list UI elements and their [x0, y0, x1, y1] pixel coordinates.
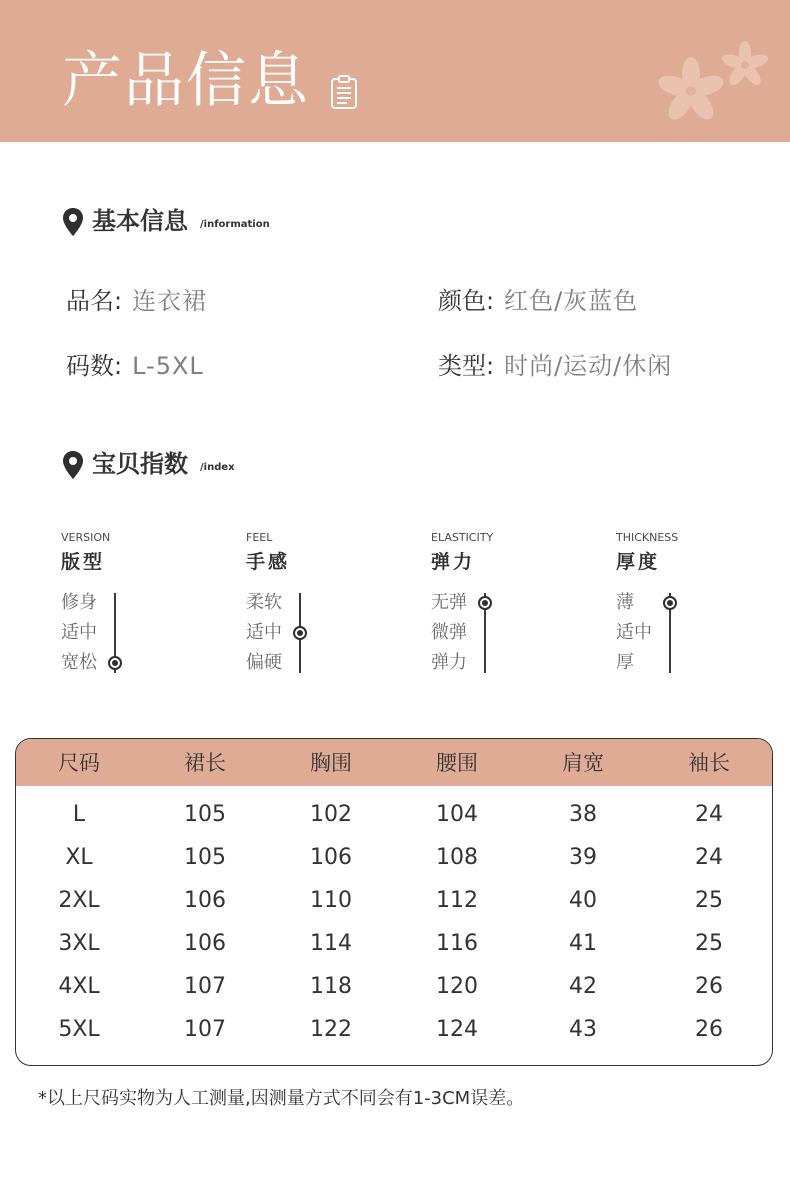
column-header-length: 裙长	[184, 751, 226, 775]
column-header-waist: 腰围	[436, 751, 478, 775]
index-indicator-dot	[108, 656, 122, 670]
table-cell: 24	[695, 802, 723, 827]
column-header-shoulder: 肩宽	[562, 751, 604, 775]
index-option: 厚	[616, 652, 634, 673]
index-label-cn: 手感	[246, 551, 291, 573]
table-cell: 102	[310, 802, 352, 827]
index-option: 无弹	[431, 592, 467, 613]
table-cell: 106	[310, 845, 352, 870]
table-cell: 25	[695, 931, 723, 956]
info-label: 颜色:	[438, 287, 495, 315]
info-label: 品名:	[66, 287, 123, 315]
index-option: 宽松	[61, 652, 97, 673]
table-cell: 105	[184, 845, 226, 870]
header-banner	[0, 0, 790, 142]
table-cell: L	[72, 802, 86, 827]
index-option: 弹力	[431, 652, 467, 673]
table-cell: 105	[184, 802, 226, 827]
index-option: 适中	[246, 622, 282, 643]
index-label-cn: 版型	[61, 551, 106, 573]
location-pin-icon	[62, 207, 84, 237]
page-title: 产品信息	[62, 46, 310, 116]
index-option: 适中	[61, 622, 97, 643]
info-value: 时尚/运动/休闲	[504, 352, 673, 380]
section-title: 宝贝指数	[92, 450, 188, 478]
info-value: 红色/灰蓝色	[504, 287, 639, 315]
table-cell: 41	[569, 931, 597, 956]
section-subtitle: /information	[200, 219, 270, 230]
info-item-color	[438, 285, 638, 317]
index-option: 微弹	[431, 622, 467, 643]
table-cell: XL	[65, 845, 93, 870]
table-cell: 40	[569, 888, 597, 913]
column-header-bust: 胸围	[310, 751, 352, 775]
index-label-en: THICKNESS	[616, 531, 679, 544]
table-cell: 116	[436, 931, 478, 956]
info-label: 码数:	[66, 352, 123, 380]
table-cell: 124	[436, 1017, 478, 1042]
table-header	[16, 739, 772, 786]
table-cell: 4XL	[58, 974, 100, 999]
table-cell: 118	[310, 974, 352, 999]
index-indicator-dot	[478, 596, 492, 610]
table-cell: 106	[184, 931, 226, 956]
column-header-size: 尺码	[58, 751, 100, 775]
section-subtitle: /index	[200, 462, 235, 473]
index-column-thickness	[616, 530, 776, 680]
table-cell: 120	[436, 974, 478, 999]
index-label-en: ELASTICITY	[431, 531, 494, 544]
info-label: 类型:	[438, 352, 495, 380]
info-item-name	[66, 285, 207, 317]
index-indicator-dot	[663, 596, 677, 610]
table-cell: 108	[436, 845, 478, 870]
column-header-sleeve: 袖长	[688, 751, 730, 775]
table-cell: 2XL	[58, 888, 100, 913]
table-cell: 122	[310, 1017, 352, 1042]
section-index	[62, 448, 322, 484]
table-cell: 26	[695, 1017, 723, 1042]
table-cell: 42	[569, 974, 597, 999]
table-cell: 38	[569, 802, 597, 827]
index-column-feel	[246, 530, 406, 680]
table-cell: 5XL	[58, 1017, 100, 1042]
table-cell: 43	[569, 1017, 597, 1042]
section-title: 基本信息	[92, 207, 188, 235]
table-cell: 107	[184, 974, 226, 999]
info-item-type	[438, 350, 672, 382]
index-option: 适中	[616, 622, 652, 643]
table-cell: 39	[569, 845, 597, 870]
table-cell: 24	[695, 845, 723, 870]
measurement-note: *以上尺码实物为人工测量,因测量方式不同会有1-3CM误差。	[38, 1088, 525, 1109]
table-cell: 110	[310, 888, 352, 913]
table-cell: 106	[184, 888, 226, 913]
index-option: 柔软	[246, 592, 282, 613]
clipboard-icon	[330, 74, 358, 110]
size-table	[15, 738, 773, 1066]
section-basic-info	[62, 205, 322, 241]
info-value: 连衣裙	[132, 287, 208, 315]
table-cell: 114	[310, 931, 352, 956]
index-option: 薄	[616, 592, 634, 613]
index-label-cn: 厚度	[616, 551, 661, 573]
index-column-version	[61, 530, 221, 680]
flower-icon	[656, 56, 726, 126]
index-label-en: FEEL	[246, 531, 273, 544]
index-column-elasticity	[431, 530, 591, 680]
info-item-size-range	[66, 350, 204, 382]
location-pin-icon	[62, 450, 84, 480]
table-cell: 112	[436, 888, 478, 913]
flower-icon	[720, 40, 770, 90]
table-cell: 3XL	[58, 931, 100, 956]
table-cell: 25	[695, 888, 723, 913]
index-label-en: VERSION	[61, 531, 111, 544]
info-value: L-5XL	[132, 352, 204, 380]
index-option: 修身	[61, 592, 97, 613]
index-label-cn: 弹力	[431, 551, 476, 573]
table-cell: 26	[695, 974, 723, 999]
index-option: 偏硬	[246, 652, 282, 673]
index-indicator-dot	[293, 626, 307, 640]
table-cell: 107	[184, 1017, 226, 1042]
table-cell: 104	[436, 802, 478, 827]
